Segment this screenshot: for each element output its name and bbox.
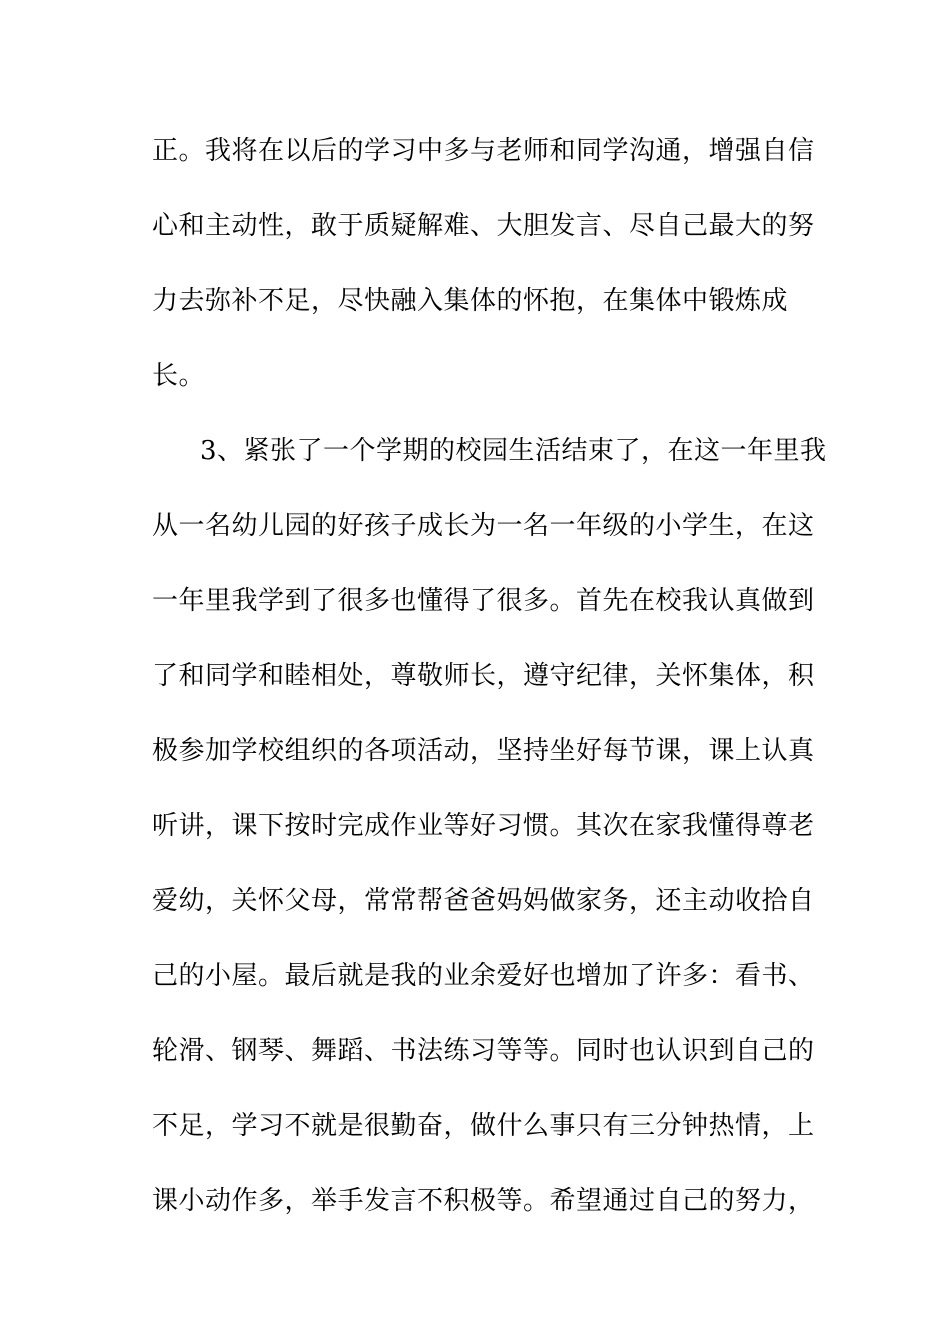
text-line: 己的小屋。最后就是我的业余爱好也增加了许多：看书、 <box>152 961 815 991</box>
text-line: 听讲，课下按时完成作业等好习惯。其次在家我懂得尊老 <box>152 811 815 841</box>
text-line: 轮滑、钢琴、舞蹈、书法练习等等。同时也认识到自己的 <box>152 1036 815 1066</box>
text-line: 从一名幼儿园的好孩子成长为一名一年级的小学生，在这 <box>152 511 815 541</box>
text-line: 了和同学和睦相处，尊敬师长，遵守纪律，关怀集体，积 <box>152 661 815 691</box>
text-line: 一年里我学到了很多也懂得了很多。首先在校我认真做到 <box>152 586 815 616</box>
text-line: 长。 <box>152 361 206 391</box>
text-line: 极参加学校组织的各项活动，坚持坐好每节课，课上认真 <box>152 736 815 766</box>
text-line: 正。我将在以后的学习中多与老师和同学沟通，增强自信 <box>152 136 815 166</box>
text-line: 心和主动性，敢于质疑解难、大胆发言、尽自己最大的努 <box>152 211 815 241</box>
paragraph-start-line: 3、紧张了一个学期的校园生活结束了，在这一年里我 <box>200 436 827 466</box>
text-line: 力去弥补不足，尽快融入集体的怀抱，在集体中锻炼成 <box>152 286 789 316</box>
text-line: 课小动作多，举手发言不积极等。希望通过自己的努力， <box>152 1186 815 1216</box>
text-line: 爱幼，关怀父母，常常帮爸爸妈妈做家务，还主动收拾自 <box>152 886 815 916</box>
text-line: 不足，学习不就是很勤奋，做什么事只有三分钟热情，上 <box>152 1111 815 1141</box>
